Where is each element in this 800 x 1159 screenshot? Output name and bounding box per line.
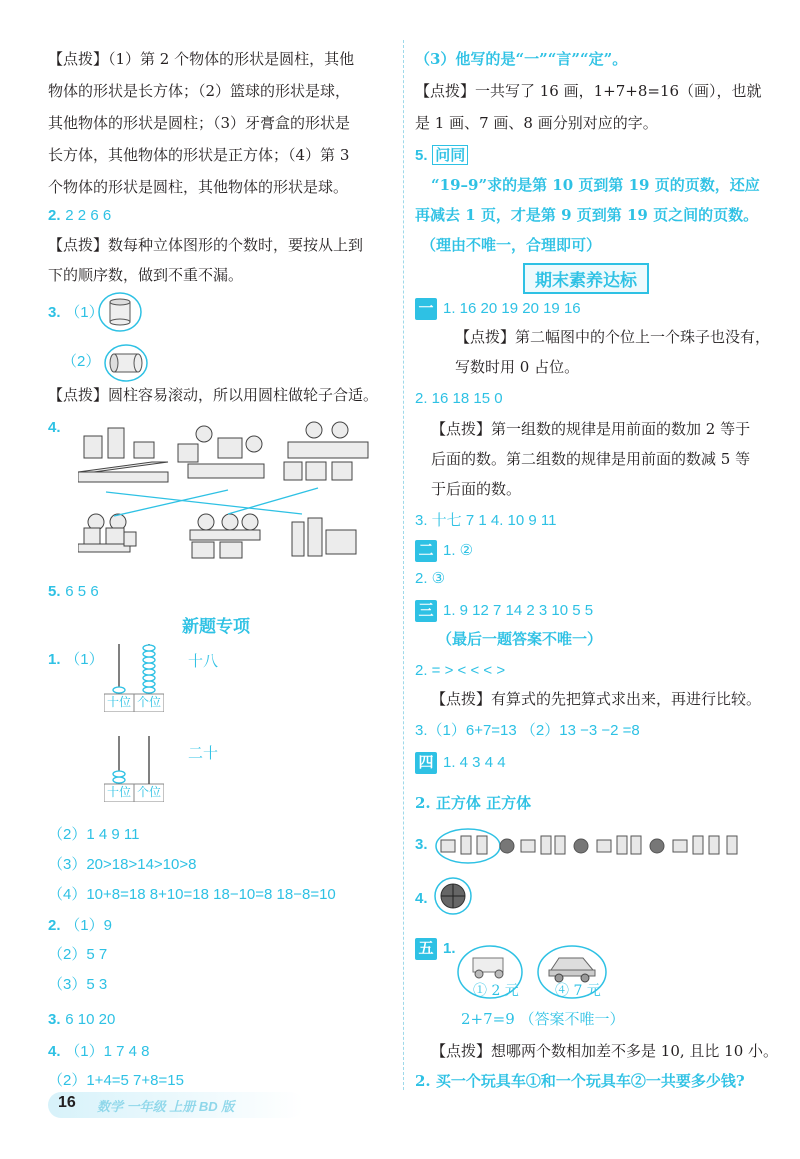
q5-row: [48, 580, 99, 603]
r5-line-1: “19–9”求的是第 10 页到第 19 页的页数，还应: [431, 176, 760, 194]
ones-bead: [143, 669, 155, 675]
part-2-q2: 2. ③: [415, 570, 446, 587]
toy-car-1-label: ① 2 元: [473, 983, 519, 999]
r-top-1: （3）他写的是“一”“言”“定”。: [415, 50, 628, 68]
r5-line-3: （理由不唯一，合理即可）: [421, 236, 602, 254]
q3-part-1: （1）: [65, 304, 104, 321]
q2-row: [48, 204, 111, 227]
q3-row-1: [48, 301, 104, 324]
part-1-q1: 1. 16 20 19 20 19 16: [443, 300, 581, 317]
n1-number: 1.: [48, 651, 61, 668]
part-4-q3: 3.: [415, 836, 428, 853]
n1-part-3: （3）20>18>14>10>8: [48, 856, 197, 873]
part-3-q1-note: （最后一题答案不唯一）: [437, 630, 603, 648]
r5-row: [415, 144, 468, 167]
r5-number: 5.: [415, 147, 428, 164]
n3-row: [48, 1008, 115, 1031]
part-1-q3-q4: 3. 十七 7 1 4. 10 9 11: [415, 512, 557, 529]
part-1-q2: 2. 16 18 15 0: [415, 390, 503, 407]
abacus-2-ones-label: 个位: [136, 785, 161, 799]
section-new-topics: 新题专项: [182, 617, 250, 636]
part-3-q1: 1. 9 12 7 14 2 3 10 5 5: [443, 602, 594, 619]
q4-matching-figure: [78, 418, 398, 566]
ones-bead: [143, 663, 155, 669]
column-divider: [403, 40, 404, 1090]
footer-text: 数学 一年级 上册 BD 版: [97, 1099, 235, 1114]
part-3-q2: 2. = > < < < >: [415, 662, 506, 679]
ones-bead: [143, 651, 155, 657]
part-4-q2: 2. 正方体 正方体: [415, 794, 532, 812]
p1-line-4: 长方体，其他物体的形状是正方体；（4）第 3: [48, 146, 350, 164]
part-5-equation: 2+7=9 （答案不唯一）: [461, 1010, 625, 1028]
page-number: 16: [58, 1094, 76, 1111]
q3-number: 3.: [48, 304, 61, 321]
n4-number: 4.: [48, 1043, 61, 1060]
n4-part-2: （2）1+4=5 7+8=15: [48, 1072, 184, 1089]
p1-line-3: 其他物体的形状是圆柱；（3）牙膏盒的形状是: [48, 114, 351, 132]
part-4-q4: 4.: [415, 890, 428, 907]
ones-bead: [143, 675, 155, 681]
part-2-label: 二: [415, 540, 437, 562]
q3-part-2: （2）: [62, 353, 101, 370]
part-1-note-1: 【点拨】第二幅图中的个位上一个珠子也没有，: [455, 328, 771, 346]
part-3-label: 三: [415, 600, 437, 622]
r-top-2b: 是 1 画、7 画、8 画分别对应的字。: [415, 114, 658, 132]
q2-number: 2.: [48, 207, 61, 224]
ones-bead: [143, 657, 155, 663]
abacus-1-ones-label: 个位: [136, 695, 161, 709]
r5-title: 问同: [432, 145, 468, 165]
abacus-1-tens-label: 十位: [106, 695, 131, 709]
q4-number: 4.: [48, 419, 61, 436]
n1-part-1: （1）: [65, 651, 104, 668]
p1-line-2: 物体的形状是长方体；（2）篮球的形状是球，: [48, 82, 351, 100]
n1-part-4: （4）10+8=18 8+10=18 18−10=8 18−8=10: [48, 886, 336, 903]
abacus-1-answer: 十八: [188, 652, 219, 670]
abacus-1-labels: [104, 693, 164, 710]
n2-part-3: （3）5 3: [48, 976, 108, 993]
n1-part-2: （2）1 4 9 11: [48, 826, 140, 843]
n3-number: 3.: [48, 1011, 61, 1028]
n2-part-2: （2）5 7: [48, 946, 108, 963]
part-2-q1: 1. ②: [443, 542, 474, 559]
q2-answer: 2 2 6 6: [65, 207, 112, 224]
part-1-q2-note-2: 后面的数。第二组数的规律是用前面的数减 5 等: [431, 450, 751, 468]
ones-bead: [143, 681, 155, 687]
q5-answer: 6 5 6: [65, 583, 99, 600]
part-1-note-2: 写数时用 0 占位。: [455, 358, 580, 376]
cylinder-upright-icon: [98, 292, 146, 332]
abacus-2-answer: 二十: [188, 744, 219, 762]
part-5-q2: 2. 买一个玩具车①和一个玩具车②一共要多少钱?: [415, 1072, 745, 1090]
part-5-q1: 1.: [443, 940, 456, 957]
part-4-label: 四: [415, 752, 437, 774]
part-1-q2-note-1: 【点拨】第一组数的规律是用前面的数加 2 等于: [431, 420, 751, 438]
basketball-icon: [433, 876, 473, 916]
ones-bead: [143, 645, 155, 651]
q4-row: [48, 416, 61, 439]
part-3-q3: 3.（1）6+7=13 （2）13 −3 −2 =8: [415, 722, 640, 739]
part-4-q1: 1. 4 3 4 4: [443, 754, 506, 771]
q5-number: 5.: [48, 583, 61, 600]
part-1-label: 一: [415, 298, 437, 320]
n2-row: [48, 914, 112, 937]
part-5-note: 【点拨】想哪两个数相加差不多是 10, 且比 10 小。: [431, 1042, 779, 1060]
abacus-2-labels: [104, 783, 164, 800]
n4-row: [48, 1040, 150, 1063]
cylinder-rolling-icon: [104, 343, 152, 383]
r-top-2a: 【点拨】一共写了 16 画，1+7+8=16（画），也就: [415, 82, 762, 100]
tens-bead: [113, 771, 125, 777]
p1-line-1: 【点拨】（1）第 2 个物体的形状是圆柱，其他: [48, 50, 355, 68]
toy-car-2-label: ④ 7 元: [555, 983, 601, 999]
q2-note-1: 【点拨】数每种立体图形的个数时，要按从上到: [48, 236, 364, 254]
r5-line-2: 再减去 1 页，才是第 9 页到第 19 页之间的页数。: [415, 206, 759, 224]
part-1-q2-note-3: 于后面的数。: [431, 480, 522, 498]
part-5-label: 五: [415, 938, 437, 960]
part-3-note: 【点拨】有算式的先把算式求出来，再进行比较。: [431, 690, 762, 708]
q3-row-2: [48, 350, 100, 373]
n4-part-1: （1）1 7 4 8: [65, 1043, 150, 1060]
section-final-assessment: 期末素养达标: [523, 263, 649, 294]
p1-line-5: 个物体的形状是圆柱，其他物体的形状是球。: [48, 178, 349, 196]
q2-note-2: 下的顺序数，做到不重不漏。: [48, 266, 244, 284]
n2-part-1: （1）9: [65, 917, 112, 934]
q3-note: 【点拨】圆柱容易滚动，所以用圆柱做轮子合适。: [48, 386, 379, 404]
n2-number: 2.: [48, 917, 61, 934]
shape-sequence-figure: [435, 826, 755, 866]
abacus-2-tens-label: 十位: [106, 785, 131, 799]
n1-row: [48, 648, 104, 671]
n3-answer: 6 10 20: [65, 1011, 116, 1028]
